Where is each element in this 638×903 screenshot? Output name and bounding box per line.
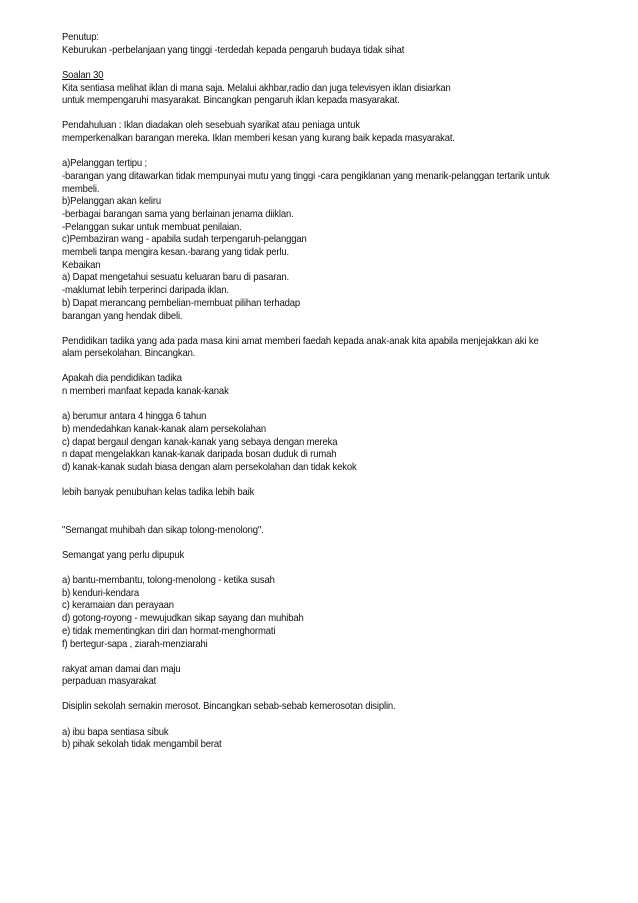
list-item: membeli tanpa mengira kesan.-barang yang tidak perlu. bbox=[62, 247, 289, 259]
section-kesimpulan-semangat bbox=[62, 664, 564, 689]
text-line: Apakah dia pendidikan tadika bbox=[62, 373, 182, 385]
text-line: Kita sentiasa melihat iklan di mana saja. Melalui akhbar,radio dan juga televisyen iklan disiarkan bbox=[62, 82, 451, 94]
heading-penutup: Penutup: bbox=[62, 32, 99, 43]
text-line: Pendidikan tadika yang ada pada masa kini amat memberi faedah kepada anak-anak kita apabila menjejakkan aki ke bbox=[62, 335, 539, 347]
list-item: b) mendedahkan kanak-kanak alam persekolahan bbox=[62, 423, 267, 435]
text-line: rakyat aman damai dan maju bbox=[62, 663, 181, 675]
list-item: c) dapat bergaul dengan kanak-kanak yang sebaya dengan mereka bbox=[62, 436, 338, 448]
list-item: a) bantu-membantu, tolong-menolong - ketika susah bbox=[62, 575, 275, 587]
section-semangat-muhibah bbox=[62, 525, 564, 538]
text-line: "Semangat muhibah dan sikap tolong-menolong". bbox=[62, 524, 264, 536]
list-item: a) ibu bapa sentiasa sibuk bbox=[62, 726, 169, 738]
list-item: d) kanak-kanak sudah biasa dengan alam persekolahan dan tidak kekok bbox=[62, 462, 357, 474]
section-points-disiplin bbox=[62, 727, 564, 752]
list-item: b) Dapat merancang pembelian-membuat pilihan terhadap bbox=[62, 297, 301, 309]
text-line: Pendahuluan : Iklan diadakan oleh sesebuah syarikat atau peniaga untuk bbox=[62, 120, 360, 132]
list-item: -maklumat lebih terperinci daripada iklan. bbox=[62, 285, 229, 297]
text-line: Keburukan -perbelanjaan yang tinggi -terdedah kepada pengaruh budaya tidak sihat bbox=[62, 44, 405, 56]
list-item: b)Pelanggan akan keliru bbox=[62, 196, 161, 208]
list-item: -berbagai barangan sama yang berlainan jenama diiklan. bbox=[62, 208, 294, 220]
subheading-kebaikan: Kebaikan bbox=[62, 259, 101, 271]
section-points-tadika bbox=[62, 411, 564, 475]
list-item: b) kenduri-kendara bbox=[62, 587, 140, 599]
list-item: a)Pelanggan tertipu ; bbox=[62, 158, 148, 170]
list-item: n dapat mengelakkan kanak-kanak daripada bosan duduk di rumah bbox=[62, 449, 337, 461]
list-item: barangan yang hendak dibeli. bbox=[62, 310, 183, 322]
section-soalan-30 bbox=[62, 70, 564, 108]
list-item: c)Pembaziran wang - apabila sudah terpengaruh-pelanggan bbox=[62, 234, 307, 246]
section-points-semangat bbox=[62, 575, 564, 651]
list-item: b) pihak sekolah tidak mengambil berat bbox=[62, 739, 222, 751]
text-line: perpaduan masyarakat bbox=[62, 676, 157, 688]
list-item: membeli. bbox=[62, 183, 100, 195]
list-item: f) bertegur-sapa , ziarah-menziarahi bbox=[62, 638, 208, 650]
section-kesimpulan-tadika bbox=[62, 487, 564, 500]
list-item: d) gotong-royong - mewujudkan sikap sayang dan muhibah bbox=[62, 613, 304, 625]
section-disiplin bbox=[62, 701, 564, 714]
section-soalan-tadika bbox=[62, 336, 564, 361]
list-item: a) Dapat mengetahui sesuatu keluaran baru di pasaran. bbox=[62, 272, 289, 284]
list-item: e) tidak mementingkan diri dan hormat-menghormati bbox=[62, 625, 276, 637]
text-line: Disiplin sekolah semakin merosot. Bincangkan sebab-sebab kemerosotan disiplin. bbox=[62, 701, 396, 713]
section-apakah-tadika bbox=[62, 373, 564, 398]
text-line: memperkenalkan barangan mereka. Iklan memberi kesan yang kurang baik kepada masyarakat. bbox=[62, 133, 455, 144]
section-semangat-dipupuk bbox=[62, 550, 564, 563]
list-item: c) keramaian dan perayaan bbox=[62, 600, 174, 612]
text-line: alam persekolahan. Bincangkan. bbox=[62, 348, 196, 360]
text-line: Semangat yang perlu dipupuk bbox=[62, 549, 185, 561]
section-penutup bbox=[62, 32, 564, 57]
section-pendahuluan bbox=[62, 120, 564, 145]
text-line: n memberi manfaat kepada kanak-kanak bbox=[62, 386, 229, 398]
document-page bbox=[62, 32, 564, 764]
list-item: -Pelanggan sukar untuk membuat penilaian. bbox=[62, 221, 242, 233]
text-line: lebih banyak penubuhan kelas tadika lebih baik bbox=[62, 487, 255, 499]
list-item: -barangan yang ditawarkan tidak mempunyai mutu yang tinggi -cara pengiklanan yang menarik-pelanggan tertarik untuk bbox=[62, 170, 550, 182]
section-points-iklan bbox=[62, 158, 564, 323]
list-item: a) berumur antara 4 hingga 6 tahun bbox=[62, 411, 207, 423]
heading-soalan-30: Soalan 30 bbox=[62, 69, 104, 81]
text-line: untuk mempengaruhi masyarakat. Bincangkan pengaruh iklan kepada masyarakat. bbox=[62, 95, 400, 107]
